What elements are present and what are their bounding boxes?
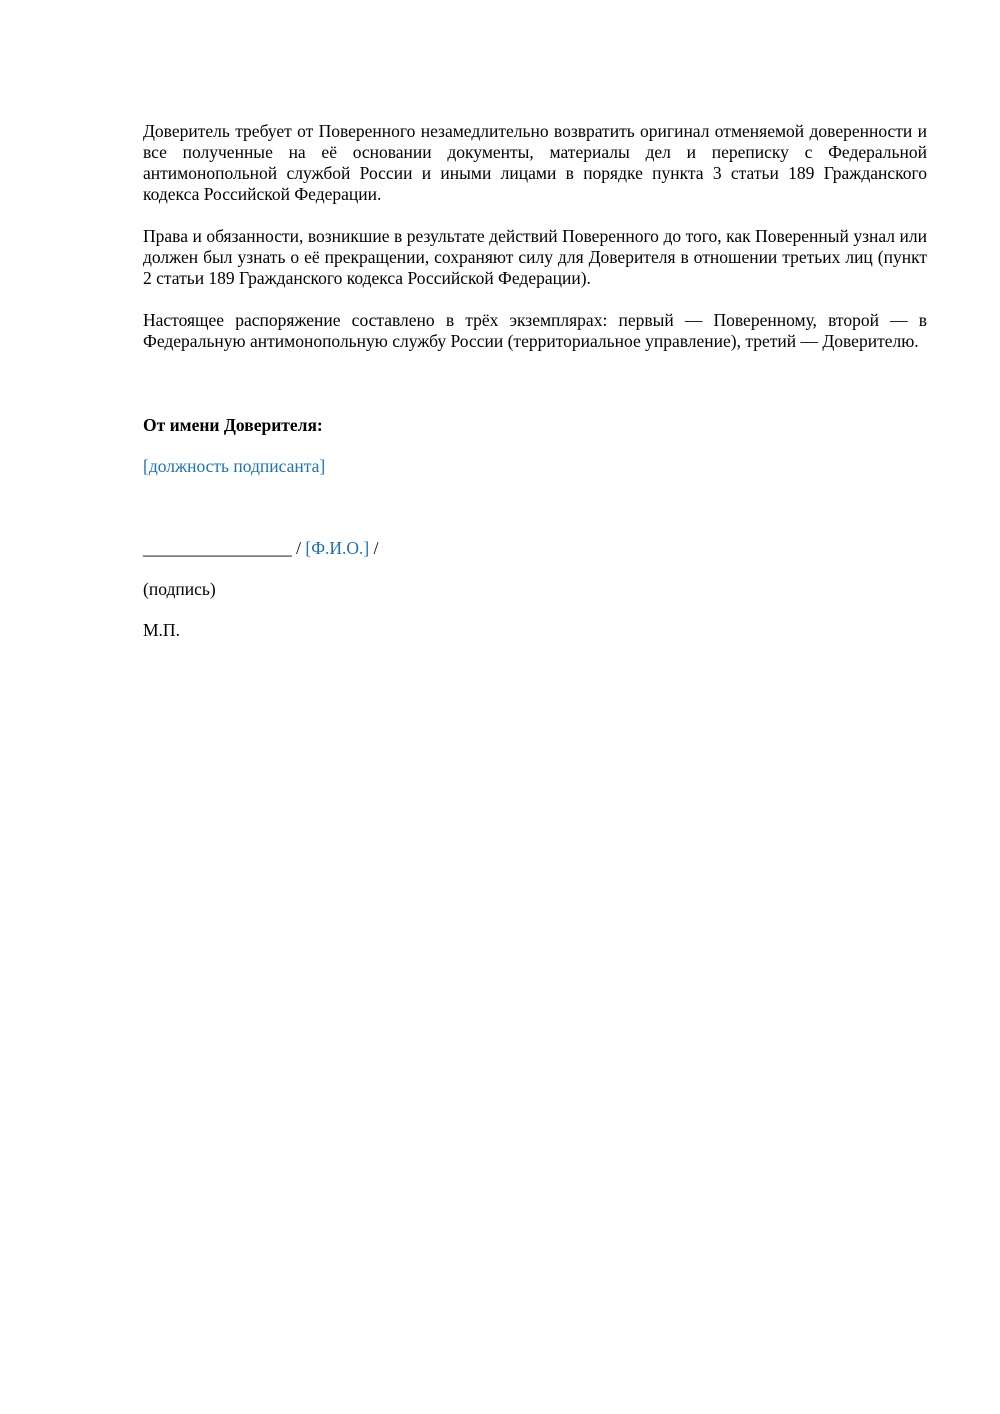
signature-line (143, 538, 927, 559)
paragraph-return-documents: Доверитель требует от Поверенного незамедлительно возвратить оригинал отменяемой доверенности и все полученные на её основании документы, материалы дел и переписку с Федеральной антимонопольной службой России и иными лицами в порядке пункта 3 статьи 189 Гражданского кодекса Российской Федерации. (143, 121, 927, 204)
signature-heading: От имени Доверителя: (143, 415, 323, 435)
paragraph-rights-obligations: Права и обязанности, возникшие в результате действий Поверенного до того, как Поверенный узнал или должен был узнать о её прекращении, сохраняют силу для Доверителя в отношении третьих лиц (пункт 2 статьи 189 Гражданского кодекса Российской Федерации). (143, 226, 927, 288)
signature-separator-right: / (369, 538, 379, 558)
spacer (143, 373, 927, 415)
signatory-position-line (143, 456, 927, 477)
document-body (143, 121, 927, 641)
signature-caption: (подпись) (143, 579, 216, 599)
paragraph-copies: Настоящее распоряжение составлено в трёх экземплярах: первый — Поверенному, второй — в Федеральную антимонопольную службу России (территориальное управление), третий — Доверителю. (143, 310, 927, 351)
stamp-label: М.П. (143, 620, 180, 640)
signature-separator-left: / (291, 538, 306, 558)
signatory-position-placeholder: [должность подписанта] (143, 456, 326, 476)
full-name-placeholder: [Ф.И.О.] (305, 538, 370, 558)
signature-blank: _________________ (143, 538, 292, 558)
